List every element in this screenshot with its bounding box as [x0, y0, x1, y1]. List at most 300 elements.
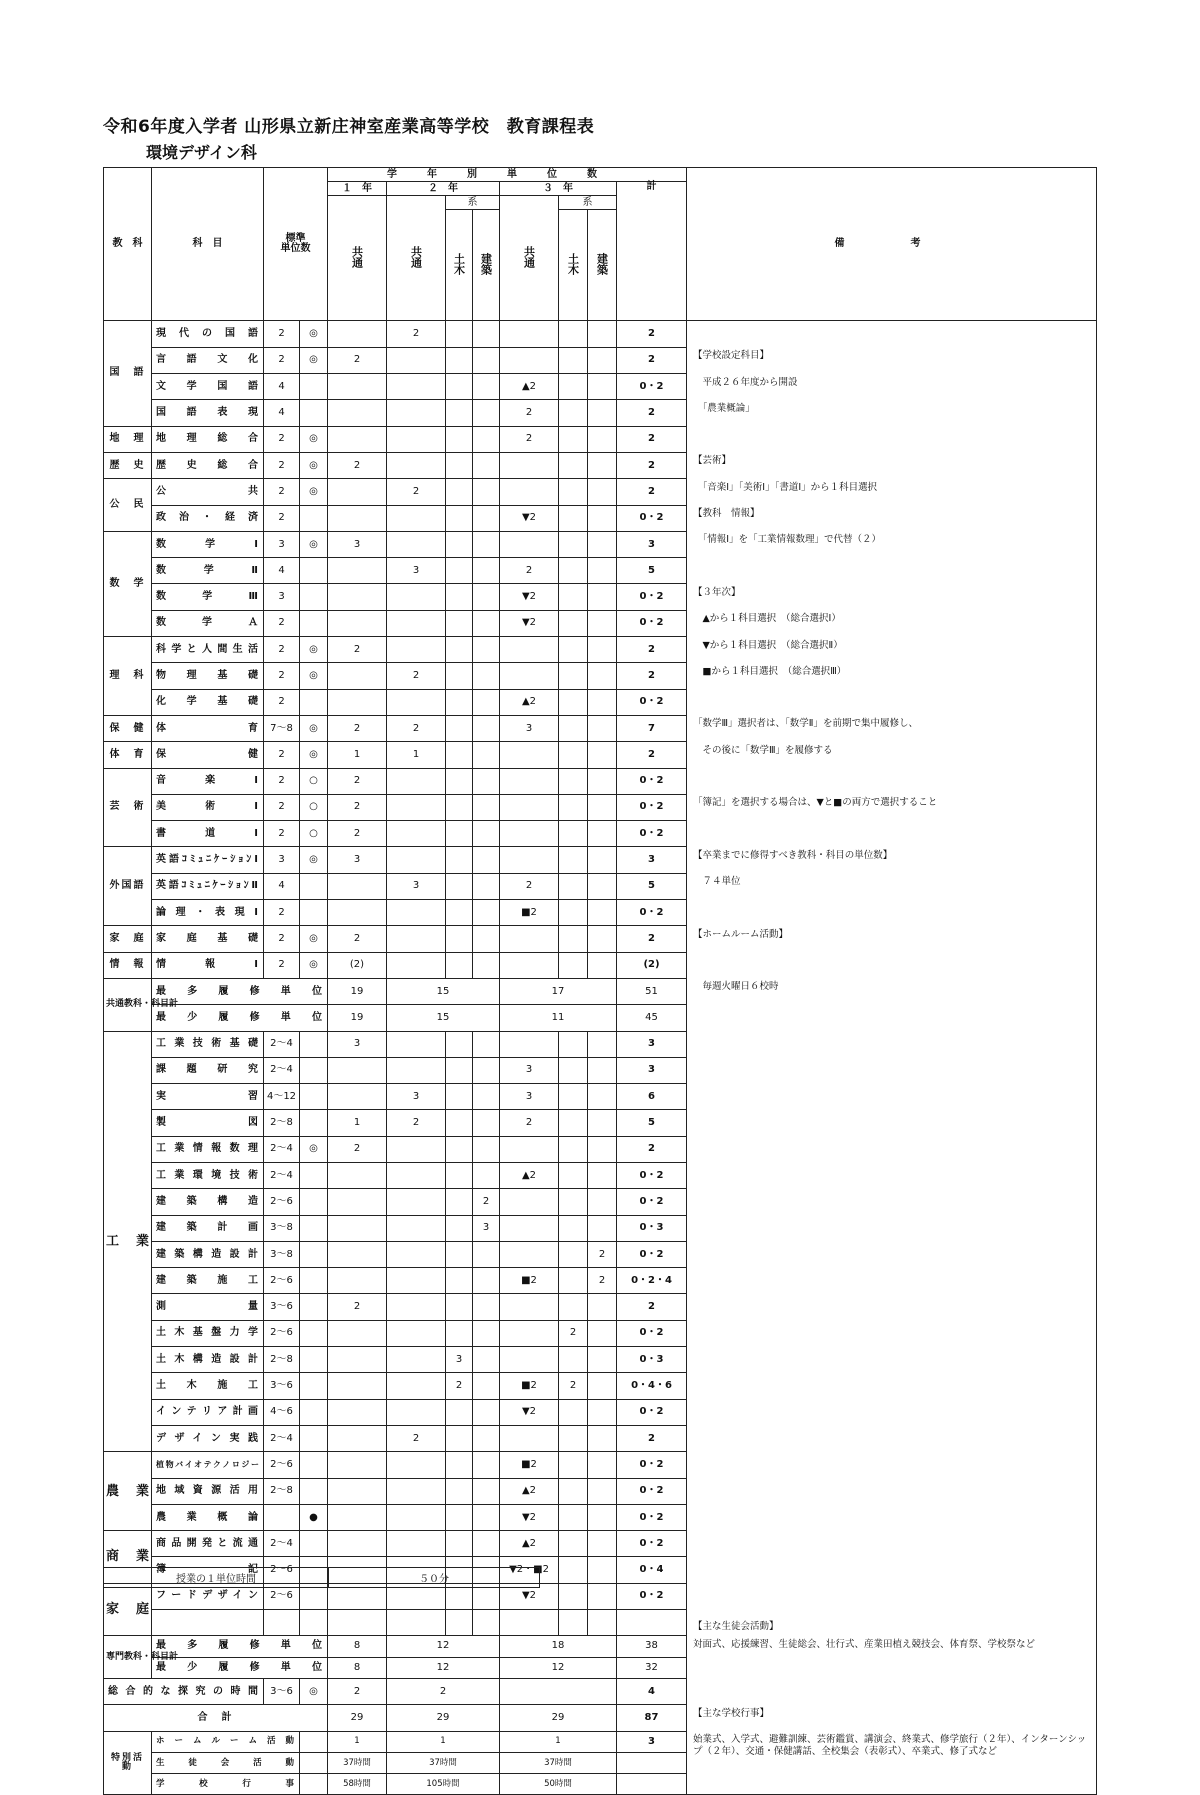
year3-kenchiku-units — [588, 1478, 617, 1504]
year3-kenchiku-units — [588, 663, 617, 689]
total-units: 2 — [617, 452, 687, 478]
year3-doboku-units — [559, 1425, 588, 1451]
year3-kenchiku-units — [588, 452, 617, 478]
standard-units: 4 — [264, 558, 300, 584]
total-units: 0・2 — [617, 768, 687, 794]
year3-kenchiku-units — [588, 873, 617, 899]
notes-line: ▼から１科目選択 （総合選択Ⅱ） — [687, 637, 1097, 663]
year3-doboku-units — [559, 1189, 588, 1215]
table-row — [104, 1399, 1097, 1425]
year3-units: ▼2 — [500, 1583, 559, 1609]
page-title: 令和6年度入学者 山形県立新庄神室産業高等学校 教育課程表 — [103, 117, 595, 137]
year3-units: 3 — [500, 1057, 559, 1083]
total-units: 7 — [617, 715, 687, 741]
year2-kenchiku-units — [473, 400, 500, 426]
required-mark: ◎ — [300, 347, 328, 373]
year2-doboku-units — [446, 1425, 473, 1451]
year1-total: 19 — [328, 1005, 387, 1031]
year3-units — [500, 794, 559, 820]
table-row — [104, 505, 1097, 531]
standard-units: 4～6 — [264, 1399, 300, 1425]
kyoka-cell: 農 業 — [104, 1452, 152, 1531]
year2-doboku-units — [446, 663, 473, 689]
subject-name: 土木基盤力学 — [152, 1320, 264, 1346]
year3-kenchiku-units — [588, 637, 617, 663]
year2-doboku-units: 2 — [446, 1373, 473, 1399]
subject-name: 建築構造設計 — [152, 1241, 264, 1267]
year2-doboku-units — [446, 1241, 473, 1267]
year3-doboku-units — [559, 1136, 588, 1162]
year2-kenchiku-units — [473, 1504, 500, 1530]
tokkatsu-item: 学校行事 — [152, 1774, 300, 1795]
table-row — [104, 1478, 1097, 1504]
year3-doboku-units — [559, 1163, 588, 1189]
year2-units — [387, 1478, 446, 1504]
year3-kenchiku-units — [588, 1399, 617, 1425]
year2-kenchiku-units — [473, 847, 500, 873]
total-units: 5 — [617, 1110, 687, 1136]
year3-kenchiku-units — [588, 558, 617, 584]
year2-kenchiku-units — [473, 1531, 500, 1557]
subject-name: デザイン実践 — [152, 1425, 264, 1451]
unit-time-box — [103, 1567, 540, 1588]
year2-units — [387, 1294, 446, 1320]
total-units: 3 — [617, 531, 687, 557]
year3-doboku-units — [559, 531, 588, 557]
subject-name: 工業環境技術 — [152, 1163, 264, 1189]
table-row — [104, 1531, 1097, 1557]
year2-units — [387, 1215, 446, 1241]
year2-kenchiku-units — [473, 663, 500, 689]
year1-units — [328, 505, 387, 531]
year3-units: 2 — [500, 558, 559, 584]
total-units: 2 — [617, 321, 687, 348]
table-row — [104, 1373, 1097, 1399]
year1-units — [328, 1452, 387, 1478]
year1-total: 19 — [328, 978, 387, 1004]
notes-line — [687, 558, 1097, 584]
notes-blank — [687, 1241, 1097, 1267]
year1-units: 1 — [328, 1731, 387, 1752]
table-row — [104, 742, 1097, 768]
tokkatsu-item: ホームルーム活動 — [152, 1731, 300, 1752]
kyoka-cell: 数 学 — [104, 531, 152, 636]
subject-name: 美術Ⅰ — [152, 794, 264, 820]
page-subtitle: 環境デザイン科 — [146, 143, 257, 162]
year2-doboku-units — [446, 479, 473, 505]
table-row — [104, 1031, 1097, 1057]
table-row — [104, 1347, 1097, 1373]
year3-doboku-units — [559, 1610, 588, 1636]
required-mark — [300, 1478, 328, 1504]
year2-kenchiku-units — [473, 715, 500, 741]
year2-kenchiku-units — [473, 1425, 500, 1451]
table-row — [104, 347, 1097, 373]
total-units: 0・4 — [617, 1557, 687, 1583]
year2-doboku-units — [446, 1189, 473, 1215]
year2-doboku-units — [446, 558, 473, 584]
standard-units — [264, 1610, 300, 1636]
notes-line — [687, 689, 1097, 715]
total-units: 0・2 — [617, 1399, 687, 1425]
year1-units: 2 — [328, 347, 387, 373]
subject-name: 地理総合 — [152, 426, 264, 452]
notes-line: その後に「数学Ⅲ」を履修する — [687, 742, 1097, 768]
subject-name: 課題研究 — [152, 1057, 264, 1083]
year1-units — [328, 1610, 387, 1636]
header-gakunen-betsu: 学年別単位数 — [328, 168, 687, 182]
standard-units: 2 — [264, 900, 300, 926]
standard-units: 2 — [264, 452, 300, 478]
year2-doboku-units — [446, 1268, 473, 1294]
year3-kenchiku-units: 2 — [588, 1268, 617, 1294]
total-units: 0・2 — [617, 821, 687, 847]
year3-kenchiku-units — [588, 900, 617, 926]
year3-kenchiku-units — [588, 1531, 617, 1557]
year3-units: ■2 — [500, 900, 559, 926]
year2-kenchiku-units — [473, 505, 500, 531]
year3-doboku-units — [559, 637, 588, 663]
year3-units — [500, 821, 559, 847]
kyoka-cell: 体 育 — [104, 742, 152, 768]
table-row — [104, 374, 1097, 400]
notes-blank — [687, 1452, 1097, 1478]
year2-total: 12 — [387, 1636, 500, 1657]
year2-doboku-units — [446, 321, 473, 348]
total-units: 0・2 — [617, 794, 687, 820]
subject-name: 音楽Ⅰ — [152, 768, 264, 794]
header-kamoku: 科 目 — [152, 168, 264, 321]
standard-units — [264, 1504, 300, 1530]
total-units: 3 — [617, 847, 687, 873]
header-year2: ２ 年 — [387, 182, 500, 196]
table-row — [104, 847, 1097, 873]
total-units: 2 — [617, 742, 687, 768]
standard-units: 2～6 — [264, 1189, 300, 1215]
subject-name: インテリア計画 — [152, 1399, 264, 1425]
subject-name: 政治・経済 — [152, 505, 264, 531]
subject-name: 家庭基礎 — [152, 926, 264, 952]
year2-doboku-units — [446, 347, 473, 373]
year3-kenchiku-units — [588, 715, 617, 741]
year3-doboku-units — [559, 1347, 588, 1373]
table-row — [104, 1110, 1097, 1136]
year3-units: ■2 — [500, 1373, 559, 1399]
year3-kenchiku-units — [588, 926, 617, 952]
year3-doboku-units — [559, 1452, 588, 1478]
year1-total: 8 — [328, 1636, 387, 1657]
year3-kenchiku-units — [588, 1320, 617, 1346]
table-row — [104, 1215, 1097, 1241]
notes2-heading: 【主な学校行事】 — [687, 1705, 1097, 1731]
required-mark — [300, 1531, 328, 1557]
required-mark — [300, 1610, 328, 1636]
year2-kenchiku-units: 2 — [473, 1189, 500, 1215]
year3-kenchiku-units — [588, 505, 617, 531]
year1-units: 2 — [328, 452, 387, 478]
year2-doboku-units — [446, 742, 473, 768]
header-year1: １ 年 — [328, 182, 387, 196]
standard-units: 3～6 — [264, 1373, 300, 1399]
notes-line: ７４単位 — [687, 873, 1097, 899]
year1-units — [328, 1320, 387, 1346]
year2-doboku-units — [446, 1531, 473, 1557]
table-row — [104, 1057, 1097, 1083]
total-units: 5 — [617, 873, 687, 899]
required-mark: ◎ — [300, 531, 328, 557]
year2-kenchiku-units — [473, 873, 500, 899]
year2-units — [387, 1452, 446, 1478]
notes-blank — [687, 1399, 1097, 1425]
required-mark: ● — [300, 1504, 328, 1530]
standard-units: 2 — [264, 610, 300, 636]
year1-units — [328, 584, 387, 610]
total-units: 0・2 — [617, 505, 687, 531]
year3-units — [500, 452, 559, 478]
subject-name: 化学基礎 — [152, 689, 264, 715]
kyoka-cell: 情 報 — [104, 952, 152, 978]
table-row — [104, 1425, 1097, 1451]
year2-doboku-units — [446, 505, 473, 531]
standard-units: 3～8 — [264, 1241, 300, 1267]
header-year3: ３ 年 — [500, 182, 617, 196]
kyoka-cell: 地 理 — [104, 426, 152, 452]
year1-units: (2) — [328, 952, 387, 978]
required-mark — [300, 689, 328, 715]
year3-kenchiku-units — [588, 1583, 617, 1609]
table-row — [104, 663, 1097, 689]
year3-kenchiku-units — [588, 1189, 617, 1215]
year2-doboku-units — [446, 900, 473, 926]
year2-units — [387, 610, 446, 636]
year3-units — [500, 1610, 559, 1636]
total-units: 6 — [617, 1084, 687, 1110]
subject-name: 体育 — [152, 715, 264, 741]
year3-doboku-units — [559, 1557, 588, 1583]
year3-units — [500, 1215, 559, 1241]
notes-blank — [687, 1373, 1097, 1399]
header-kei-3: 系 — [559, 196, 617, 210]
total-units: 3 — [617, 1731, 687, 1752]
year2-doboku-units — [446, 400, 473, 426]
year2-kenchiku-units — [473, 1163, 500, 1189]
year2-kenchiku-units — [473, 689, 500, 715]
required-mark — [300, 900, 328, 926]
year1-units — [328, 1425, 387, 1451]
year2-kenchiku-units — [473, 426, 500, 452]
required-mark: ○ — [300, 821, 328, 847]
year2-doboku-units — [446, 821, 473, 847]
table-row — [104, 926, 1097, 952]
year2-doboku-units — [446, 637, 473, 663]
year1-units — [328, 1478, 387, 1504]
standard-units: 4～12 — [264, 1084, 300, 1110]
year2-total: 29 — [387, 1705, 500, 1731]
required-mark: ◎ — [300, 452, 328, 478]
year3-kenchiku-units — [588, 794, 617, 820]
header-total: 計 — [617, 182, 687, 321]
year3-doboku-units — [559, 821, 588, 847]
year2-units: 2 — [387, 1425, 446, 1451]
total-units: 0・2 — [617, 900, 687, 926]
year3-units: 2 — [500, 1110, 559, 1136]
year2-kenchiku-units — [473, 1294, 500, 1320]
year1-units: 1 — [328, 742, 387, 768]
year2-doboku-units — [446, 584, 473, 610]
kyoka-cell: 芸 術 — [104, 768, 152, 847]
year3-units: ▼2 — [500, 610, 559, 636]
notes-line: 【教科 情報】 — [687, 505, 1097, 531]
year3-kenchiku-units — [588, 1504, 617, 1530]
header-kenchiku-3: 建築 — [595, 252, 609, 275]
year3-doboku-units: 2 — [559, 1373, 588, 1399]
subject-name: 建築計画 — [152, 1215, 264, 1241]
subject-name: 農業概論 — [152, 1504, 264, 1530]
standard-units: 2 — [264, 952, 300, 978]
year2-doboku-units — [446, 847, 473, 873]
grand-total: 45 — [617, 1005, 687, 1031]
year3-kenchiku-units — [588, 1057, 617, 1083]
table-row — [104, 452, 1097, 478]
required-mark: ◎ — [300, 663, 328, 689]
year3-doboku-units — [559, 610, 588, 636]
subject-name: 測量 — [152, 1294, 264, 1320]
year2-kenchiku-units — [473, 1373, 500, 1399]
year3-kenchiku-units — [588, 1215, 617, 1241]
standard-units: 2 — [264, 321, 300, 348]
year2-kenchiku-units — [473, 452, 500, 478]
year2-units — [387, 689, 446, 715]
year2-doboku-units — [446, 768, 473, 794]
year1-units — [328, 1347, 387, 1373]
header-kyotsu-3: 共通 — [522, 245, 536, 268]
kyoka-cell: 国 語 — [104, 321, 152, 427]
required-mark: ◎ — [300, 715, 328, 741]
year2-kenchiku-units — [473, 1136, 500, 1162]
required-mark — [300, 1320, 328, 1346]
subject-name: 論理・表現Ⅰ — [152, 900, 264, 926]
notes-blank — [687, 1478, 1097, 1504]
year2-kenchiku-units — [473, 374, 500, 400]
notes-line — [687, 821, 1097, 847]
year3-kenchiku-units — [588, 1110, 617, 1136]
year3-kenchiku-units — [588, 689, 617, 715]
table-row — [104, 637, 1097, 663]
kyoka-cell: 工 業 — [104, 1031, 152, 1452]
table-row — [104, 1189, 1097, 1215]
year2-units — [387, 768, 446, 794]
year2-total: 12 — [387, 1657, 500, 1678]
year2-kenchiku-units — [473, 952, 500, 978]
year2-doboku-units — [446, 794, 473, 820]
year3-total: 11 — [500, 1005, 617, 1031]
year2-units — [387, 1373, 446, 1399]
max-label: 最多履修単位 — [152, 1636, 328, 1657]
year3-kenchiku-units — [588, 321, 617, 348]
year1-units — [328, 400, 387, 426]
grand-total: 38 — [617, 1636, 687, 1657]
subject-name: 建築施工 — [152, 1268, 264, 1294]
required-mark — [300, 584, 328, 610]
year3-doboku-units — [559, 452, 588, 478]
year3-kenchiku-units — [588, 584, 617, 610]
year3-doboku-units — [559, 1031, 588, 1057]
year3-units: 1 — [500, 1731, 617, 1752]
standard-units: 2 — [264, 505, 300, 531]
year3-doboku-units — [559, 926, 588, 952]
year2-units — [387, 1610, 446, 1636]
notes-line: 「情報Ⅰ」を「工業情報数理」で代替（２） — [687, 531, 1097, 557]
year3-kenchiku-units — [588, 1294, 617, 1320]
table-row — [104, 1678, 1097, 1704]
year2-doboku-units — [446, 610, 473, 636]
table-row — [104, 978, 1097, 1004]
year3-kenchiku-units — [588, 1136, 617, 1162]
year3-doboku-units: 2 — [559, 1320, 588, 1346]
table-row — [104, 479, 1097, 505]
header-kyoka: 教 科 — [104, 168, 152, 321]
year3-units: ■2 — [500, 1452, 559, 1478]
year2-kenchiku-units — [473, 1084, 500, 1110]
notes2-line: 対面式、応援練習、生徒総会、壮行式、産業田植え競技会、体育祭、学校祭など — [687, 1636, 1097, 1679]
year1-units — [328, 1241, 387, 1267]
year2-units — [387, 1031, 446, 1057]
table-row — [104, 952, 1097, 978]
blank-cell — [300, 1752, 328, 1773]
header-kenchiku-2: 建築 — [479, 252, 493, 275]
year1-units: 2 — [328, 926, 387, 952]
total-units — [617, 1752, 687, 1773]
required-mark — [300, 610, 328, 636]
year1-units — [328, 1399, 387, 1425]
year2-units — [387, 1320, 446, 1346]
table-row — [104, 1163, 1097, 1189]
required-mark: ◎ — [300, 847, 328, 873]
notes2-heading: 【主な生徒会活動】 — [687, 1610, 1097, 1636]
blank-cell — [300, 1774, 328, 1795]
year2-units: 3 — [387, 873, 446, 899]
year3-units — [500, 1294, 559, 1320]
notes-line: 「音楽Ⅰ」「美術Ⅰ」「書道Ⅰ」から１科目選択 — [687, 479, 1097, 505]
year3-doboku-units — [559, 1057, 588, 1083]
total-units: 0・2 — [617, 1478, 687, 1504]
year1-units — [328, 1189, 387, 1215]
table-row — [104, 1084, 1097, 1110]
year2-units — [387, 347, 446, 373]
notes-line: 「数学Ⅲ」選択者は、「数学Ⅱ」を前期で集中履修し、 — [687, 715, 1097, 741]
year3-doboku-units — [559, 374, 588, 400]
year3-units: ▲2 — [500, 374, 559, 400]
required-mark: ○ — [300, 794, 328, 820]
year2-doboku-units — [446, 531, 473, 557]
year2-doboku-units — [446, 1478, 473, 1504]
required-mark — [300, 1268, 328, 1294]
year2-kenchiku-units — [473, 1347, 500, 1373]
year3-units: ▼2 — [500, 505, 559, 531]
header-doboku-2: 土木 — [452, 252, 466, 275]
notes-blank — [687, 1320, 1097, 1346]
year3-doboku-units — [559, 584, 588, 610]
table-row — [104, 1294, 1097, 1320]
year2-kenchiku-units — [473, 900, 500, 926]
subject-name: 地域資源活用 — [152, 1478, 264, 1504]
year2-kenchiku-units — [473, 1268, 500, 1294]
tokkatsu-item: 生徒会活動 — [152, 1752, 300, 1773]
total-label: 共通教科・科目計 — [104, 978, 152, 1031]
year2-units — [387, 426, 446, 452]
notes-blank — [687, 1347, 1097, 1373]
year2-doboku-units — [446, 1110, 473, 1136]
